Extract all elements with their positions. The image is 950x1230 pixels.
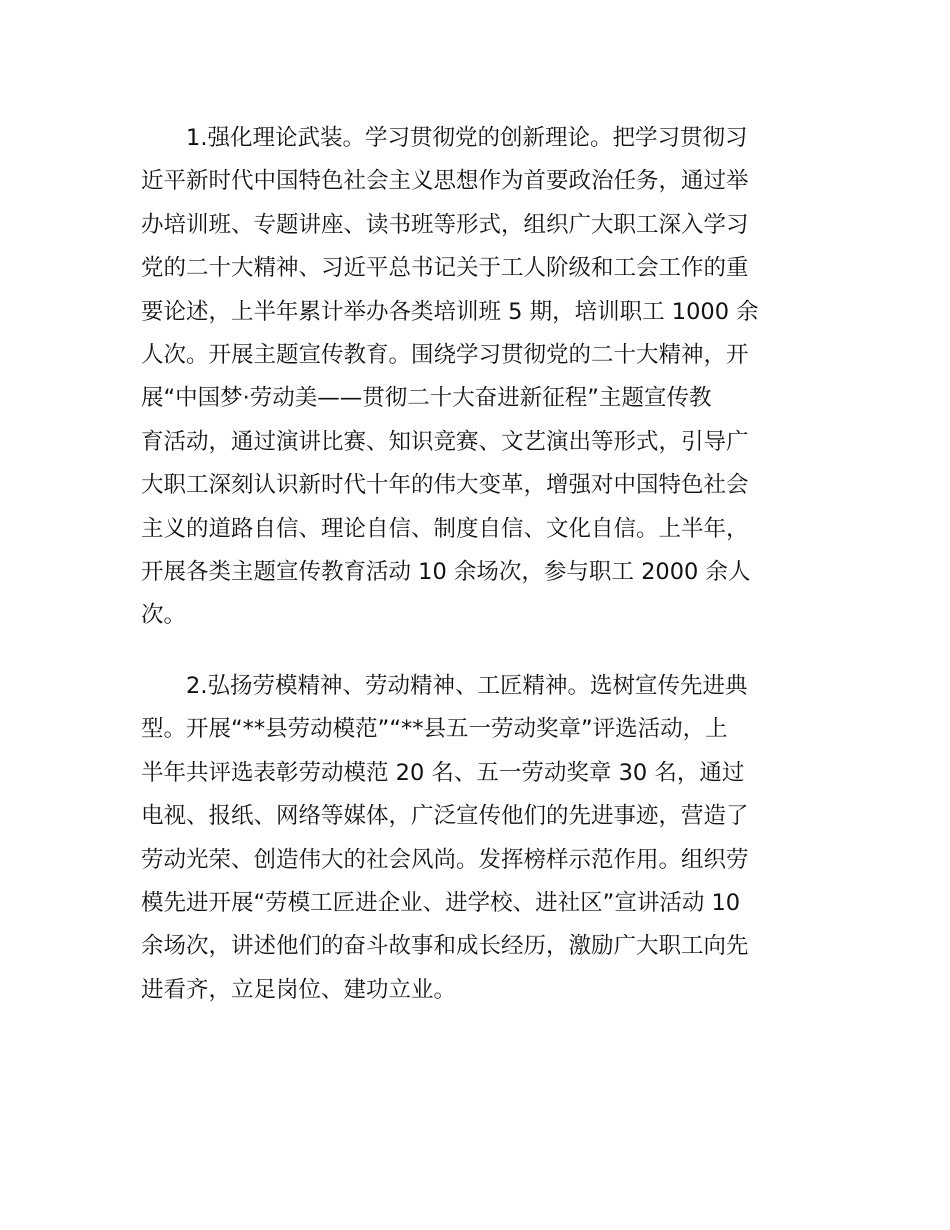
paragraph-theory-arming	[141, 117, 813, 638]
document-body	[141, 117, 813, 1012]
text-line: 劳动光荣、创造伟大的社会风尚。发挥榜样示范作用。组织劳	[141, 846, 749, 873]
text-line: 开展各类主题宣传教育活动 10 余场次，参与职工 2000 余人	[141, 559, 751, 586]
text-line: 次。	[141, 602, 187, 629]
text-line: 进看齐，立足岗位、建功立业。	[141, 976, 457, 1003]
text-line: 党的二十大精神、习近平总书记关于工人阶级和工会工作的重	[141, 255, 749, 282]
text-line: 大职工深刻认识新时代十年的伟大变革，增强对中国特色社会	[141, 472, 749, 499]
text-line: 育活动，通过演讲比赛、知识竞赛、文艺演出等形式，引导广	[141, 428, 749, 455]
text-line: 人次。开展主题宣传教育。围绕学习贯彻党的二十大精神，开	[141, 342, 749, 369]
text-line: 余场次，讲述他们的奋斗故事和成长经历，激励广大职工向先	[141, 933, 749, 960]
text-line: 电视、报纸、网络等媒体，广泛宣传他们的先进事迹，营造了	[141, 803, 749, 830]
text-line: 主义的道路自信、理论自信、制度自信、文化自信。上半年，	[141, 515, 749, 542]
text-line: 要论述，上半年累计举办各类培训班 5 期，培训职工 1000 余	[141, 298, 759, 325]
text-line: 型。开展“**县劳动模范”“**县五一劳动奖章”评选活动，上	[141, 716, 728, 743]
text-line: 模先进开展“劳模工匠进企业、进学校、进社区”宣讲活动 10	[141, 889, 741, 916]
text-line: 近平新时代中国特色社会主义思想作为首要政治任务，通过举	[141, 168, 749, 195]
text-line: 2.弘扬劳模精神、劳动精神、工匠精神。选树宣传先进典	[186, 672, 748, 699]
text-line: 展“中国梦·劳动美——贯彻二十大奋进新征程”主题宣传教	[141, 385, 712, 412]
text-line: 办培训班、专题讲座、读书班等形式，组织广大职工深入学习	[141, 211, 749, 238]
text-line: 1.强化理论武装。学习贯彻党的创新理论。把学习贯彻习	[186, 125, 748, 151]
paragraph-labor-model-spirit	[141, 665, 813, 1012]
text-line: 半年共评选表彰劳动模范 20 名、五一劳动奖章 30 名，通过	[141, 759, 745, 786]
